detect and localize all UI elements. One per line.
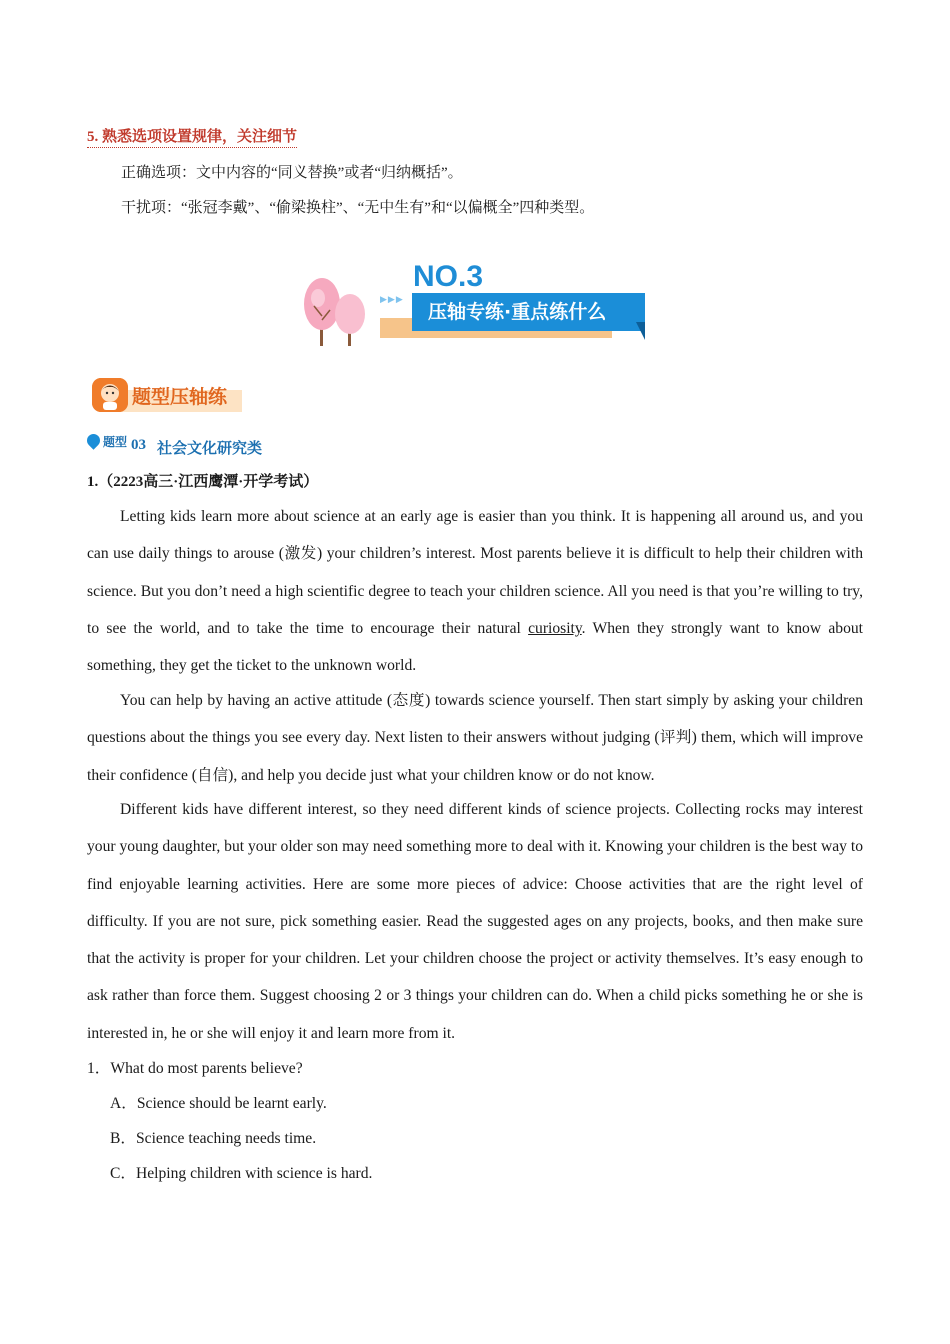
tree-icon <box>300 276 372 348</box>
paragraph-text: . When they strongly want to know about something, they get the ticket to the unknown world. <box>87 619 863 675</box>
option-b: B．Science teaching needs time. <box>110 1130 317 1147</box>
passage-paragraph-3 <box>87 791 863 1052</box>
distractor-description: 干扰项：“张冠李戴”、“偷梁换柱”、“无中生有”和“以偏概全”四种类型。 <box>121 200 595 216</box>
paragraph-text: You can help by having an active attitude (态度) towards science yourself. Then start simply by asking your children questions about the things you see every day. Next listen to their answers without judging (评判) them, which will improve their confidence (自信), and help you decide just what your children know or do not know. <box>87 692 863 784</box>
question-stem: 1．What do most parents believe? <box>87 1060 303 1077</box>
banner-fold <box>636 322 645 340</box>
practice-badge <box>90 376 250 416</box>
underlined-word: curiosity <box>528 619 582 637</box>
question-type-title: 社会文化研究类 <box>157 441 263 457</box>
option-a: A．Science should be learnt early. <box>110 1095 327 1112</box>
location-pin-icon <box>84 431 102 449</box>
question-type-number: 03 <box>131 437 146 453</box>
badge-label: 题型压轴练 <box>132 386 228 408</box>
question-type-prefix: 题型 <box>103 435 128 449</box>
passage-paragraph-2 <box>87 682 863 794</box>
question-source: 1.（2223高三·江西鹰潭·开学考试） <box>87 474 319 490</box>
section-banner <box>300 258 650 350</box>
passage-paragraph-1 <box>87 498 863 684</box>
student-avatar-icon <box>92 378 128 412</box>
banner-title: 压轴专练·重点练什么 <box>412 293 645 331</box>
banner-number: NO.3 <box>413 260 484 293</box>
paragraph-text: Letting kids learn more about science at an early age is easier than you think. It is happening all around us, and you can use daily things to arouse (激发) your children’s interest. Most parents believe it is difficult to help their children with science. But you don’t need a high scientific degree to teach your children science. All you need is that you’re willing to try, to see the world, and to take the time to encourage their natural <box>87 508 863 637</box>
arrow-icon: ▶▶▶ <box>380 294 404 304</box>
paragraph-text: Different kids have different interest, so they need different kinds of science projects. Collecting rocks may interest your young daughter, but your older son may need something more to deal with it. Knowing your children is the best way to find enjoyable learning activities. Here are some more pieces of advice: Choose activities that are the right level of difficulty. If you are not sure, pick something easier. Read the suggested ages on any projects, books, and then make sure that the activity is proper for your children. Let your children choose the project or activity themselves. It’s easy enough to ask rather than force them. Suggest choosing 2 or 3 things your children can do. When a child picks something he or she is interested in, he or she will enjoy it and learn more from it. <box>87 801 863 1042</box>
section-heading: 5. 熟悉选项设置规律，关注细节 <box>87 128 297 148</box>
option-c: C．Helping children with science is hard. <box>110 1165 373 1182</box>
correct-option-description: 正确选项：文中内容的“同义替换”或者“归纳概括”。 <box>121 165 463 181</box>
